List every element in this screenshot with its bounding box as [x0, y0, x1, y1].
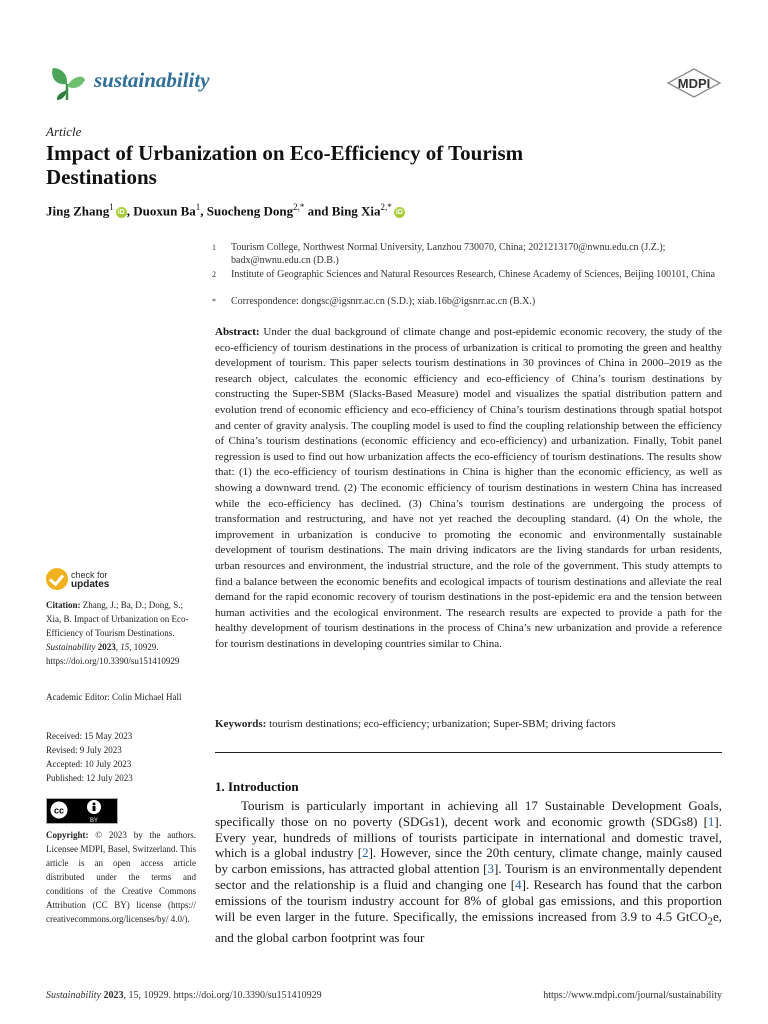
revised-date: Revised: 9 July 2023	[46, 745, 122, 755]
citation-doi[interactable]: , 10929. https://doi.org/10.3390/su151410929	[46, 642, 180, 666]
copyright-text: © 2023 by the authors. Licensee MDPI, Basel, Switzerland. This article is an open access article distributed under the terms and conditions of the Creative Commons Attribution (CC BY) license (https:// creativecommons.org/licenses/by/ 4.0/).	[46, 830, 197, 924]
reference-link[interactable]: 1	[707, 813, 715, 829]
citation-journal: Sustainability	[46, 642, 96, 652]
section-heading: 1. Introduction	[215, 779, 299, 794]
footer-year: 2023	[103, 990, 124, 1001]
author-affiliation-mark: 1	[109, 202, 114, 212]
copyright	[46, 828, 196, 926]
check-updates-label	[71, 570, 109, 590]
svg-text:cc: cc	[53, 805, 65, 816]
citation-volume: 15	[120, 642, 130, 652]
author-name[interactable]: Bing Xia	[331, 203, 381, 219]
orcid-icon[interactable]: iD	[117, 208, 125, 216]
footer-doi[interactable]: , 15, 10929. https://doi.org/10.3390/su151410929	[123, 990, 322, 1001]
check-for-updates-button[interactable]	[46, 568, 136, 592]
orcid-icon[interactable]: iD	[395, 208, 403, 216]
keywords-text: tourism destinations; eco-efficiency; urbanization; Super-SBM; driving factors	[269, 718, 616, 730]
author-affiliation-mark: 2,*	[293, 202, 305, 212]
author-separator: ,	[126, 203, 134, 219]
cc-by-license-icon[interactable]	[46, 798, 118, 824]
publication-dates	[46, 729, 196, 785]
affiliation-mark: 2	[212, 270, 216, 279]
footer-citation	[46, 990, 322, 1001]
reference-link[interactable]: 3	[487, 861, 494, 877]
received-date: Received: 15 May 2023	[46, 731, 133, 741]
author-affiliation-mark: 2,*	[380, 202, 392, 212]
keywords	[215, 718, 722, 730]
accepted-date: Accepted: 10 July 2023	[46, 759, 132, 769]
keywords-label: Keywords:	[215, 718, 267, 730]
check-updates-line1: check for	[71, 570, 108, 580]
intro-paragraph	[215, 798, 722, 946]
intro-text: ]. Research has found that the carbon emissions of the tourism industry account for 8% of global gas emissions, and this proportion will be even larger in the future. Specifically, the emissions increased from 3.9 to 4.5 GtCO	[215, 876, 722, 924]
footer-journal: Sustainability	[46, 990, 101, 1001]
mdpi-logo-icon	[666, 68, 722, 98]
correspondence-text: Correspondence: dongsc@igsnrr.ac.cn (S.D.); xiab.16b@igsnrr.ac.cn (B.X.)	[231, 296, 536, 307]
copyright-label: Copyright:	[46, 830, 89, 840]
citation-year: 2023	[97, 642, 116, 652]
page-title: Impact of Urbanization on Eco-Efficiency of Tourism Destinations	[46, 141, 524, 189]
citation-label: Citation:	[46, 600, 81, 610]
reference-link[interactable]: 2	[362, 845, 369, 861]
author-affiliation-mark: 1	[195, 202, 201, 212]
affiliation-text: Tourism College, Northwest Normal University, Lanzhou 730070, China; 2021213170@nwnu.edu.cn (J.Z.); badx@nwnu.edu.cn (D.B.)	[231, 242, 666, 266]
footer-url[interactable]: https://www.mdpi.com/journal/sustainability	[543, 990, 722, 1001]
check-updates-icon	[46, 568, 68, 590]
abstract-label: Abstract:	[215, 326, 260, 338]
author-name[interactable]: Duoxun Ba	[133, 203, 196, 219]
author-separator: ,	[200, 203, 207, 219]
subscript: 2	[707, 915, 713, 928]
mdpi-logo-text: MDPI	[677, 76, 711, 91]
cc-by-text: BY	[89, 818, 99, 824]
affiliation-mark: 1	[212, 243, 216, 252]
academic-editor: Academic Editor: Colin Michael Hall	[46, 692, 182, 702]
author-separator: and	[304, 203, 332, 219]
intro-text: ]. Tourism is an environmentally dependent sector and the relationship is a fluid and changing one [	[215, 861, 722, 892]
affiliation-text: Institute of Geographic Sciences and Natural Resources Research, Chinese Academy of Sciences, Beijing 100101, China	[231, 269, 716, 280]
affiliation-mark: *	[212, 297, 216, 306]
intro-text: e, and the global carbon footprint was four	[215, 908, 722, 945]
intro-text: ]. However, since the 20th century, climate change, mainly caused by carbon emissions, has attracted global attention [	[215, 845, 722, 877]
citation	[46, 598, 196, 668]
author-list	[46, 202, 405, 219]
citation-text: Zhang, J.; Ba, D.; Dong, S.; Xia, B. Impact of Urbanization on Eco-Efficiency of Tourism Destinations.	[46, 600, 189, 638]
published-date: Published: 12 July 2023	[46, 773, 133, 783]
abstract	[215, 325, 722, 652]
intro-text: Tourism is particularly important in achieving all 17 Sustainable Development Goals, specifically those on no poverty (SDGs1), decent work and economic growth (SDGs8) [	[215, 798, 722, 829]
abstract-text: Under the dual background of climate change and post-epidemic economic recovery, the study of the eco-efficiency of tourism destinations in the process of urbanization is critical to promoting the green and healthy development of tourism. This paper selects tourism destinations in 30 provinces of China in 2000–2019 as the research object, calculates the economic efficiency and eco-efficiency of China’s tourism destinations by constructing the Super-SBM (Slacks-Based Measure) model and visualizes the spatial distribution pattern and evolution trend of economic efficiency and eco-efficiency of China’s tourism destinations through spatial hotspot and center of gravity analysis. The coupling model is used to find the coupling relationship between the efficiency of China’s tourism destinations (economic efficiency and eco-efficiency) and urbanization. Finally, Tobit panel regression is used to find out how urbanization affects the eco-efficiency of tourism destinations. The results show that: (1) the eco-efficiency of tourism destinations in China is higher than the economic efficiency, as well as showing a downward trend. (2) The economic efficiency of tourism destinations in western China has increased while the eco-efficiency has declined. (3) China’s tourism destinations are undergoing the process of transformation and restructuring, and have not yet reached the decoupling standard. (4) On the whole, the improvement in urbanization is conducive to promoting the economic and environmentally sustainable development of tourism destinations. The main driving indicators are the living standards for urban residents, urban resources and environment, the industrial structure, and the role of the government. This study attempts to find a balance between the economic benefits and ecological impacts of tourism destinations and alleviate the real demand for the rapid economic recovery of tourism destinations in the post-epidemic era and the tension between human activities and the ecological environment. The research results are expected to provide a path for the healthy development of tourism destinations in the process of China’s new urbanization and provide a reference for tourism destinations in developing countries similar to China.	[215, 326, 723, 650]
intro-text: ]. Every year, hundreds of millions of tourists participate in international and domestic travel, which is a global industry [	[215, 813, 722, 861]
author-name[interactable]: Suocheng Dong	[206, 203, 294, 219]
citation-comma: ,	[115, 642, 121, 652]
reference-link[interactable]: 4	[515, 876, 522, 892]
author-name[interactable]: Jing Zhang	[46, 203, 110, 219]
article-type: Article	[46, 124, 82, 139]
leaf-sprout-icon	[47, 62, 87, 102]
journal-name: sustainability	[94, 68, 210, 92]
check-updates-line2: updates	[71, 579, 110, 590]
section-divider	[215, 752, 722, 753]
